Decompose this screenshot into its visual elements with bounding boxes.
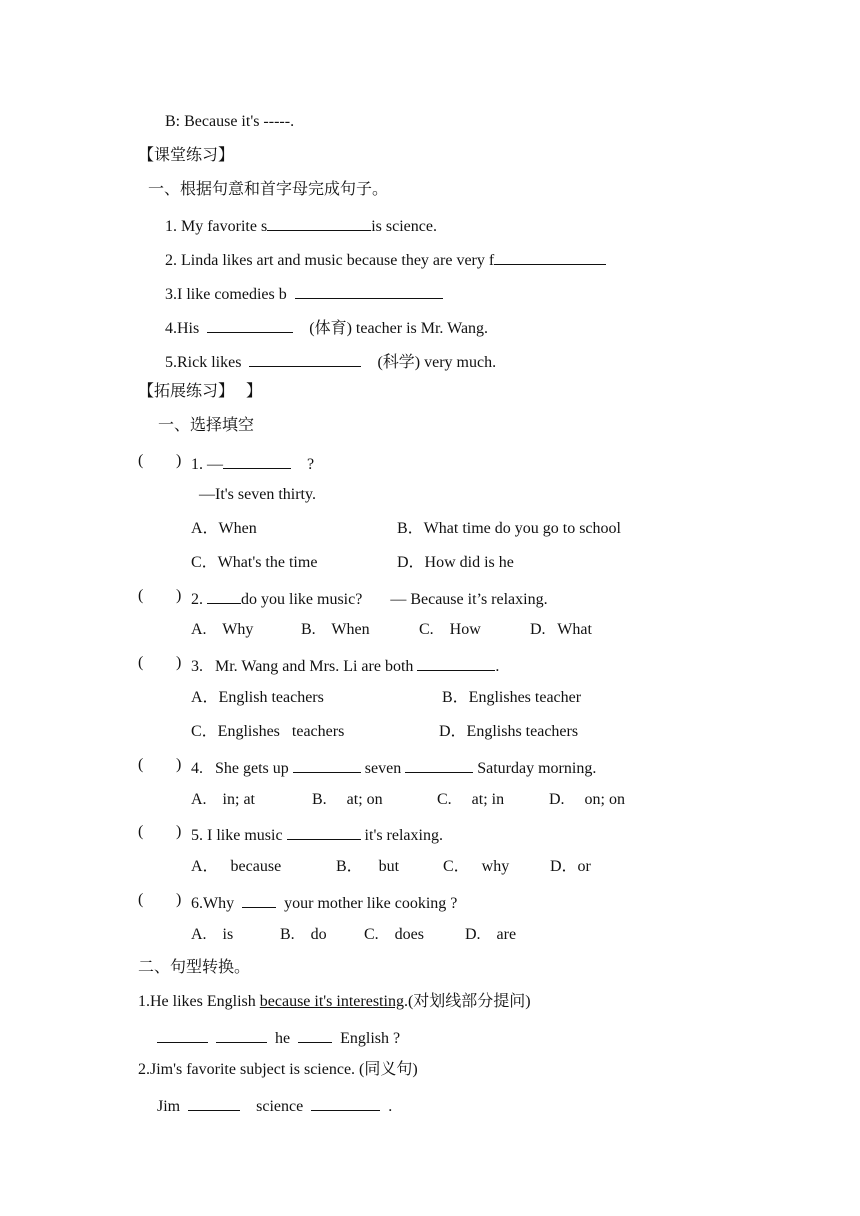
- blank[interactable]: [188, 1094, 240, 1111]
- transform-q2-answer: Jim science .: [157, 1094, 392, 1117]
- fill-q3: 3.I like comedies b: [165, 282, 443, 305]
- mc-q5-option-b: B． but: [336, 858, 400, 875]
- mc-q4: 4. She gets up seven Saturday morning.: [191, 756, 596, 779]
- mc-q6-option-b: B. do: [280, 926, 327, 943]
- mc-q5-option-a: A． because: [191, 858, 282, 875]
- mc-q1: 1. — ?: [191, 452, 314, 475]
- mc-q4-option-a: A. in; at: [191, 791, 255, 808]
- blank[interactable]: [298, 1026, 332, 1043]
- mc-q3: 3. Mr. Wang and Mrs. Li are both .: [191, 654, 499, 677]
- answer-paren-right: ): [176, 756, 182, 773]
- blank[interactable]: [242, 891, 276, 908]
- mc-q2-option-a: A. Why: [191, 621, 254, 638]
- mc-q2-option-c: C. How: [419, 621, 481, 638]
- blank[interactable]: [207, 587, 241, 604]
- mc-q1-answer: —It's seven thirty.: [199, 486, 316, 503]
- answer-paren-left: (: [138, 823, 144, 840]
- mc-q6-option-d: D. are: [465, 926, 517, 943]
- mc-q2-option-b: B. When: [301, 621, 370, 638]
- part1-title: 一、根据句意和首字母完成句子。: [148, 181, 389, 198]
- blank[interactable]: [157, 1026, 208, 1043]
- answer-paren-left: (: [138, 452, 144, 469]
- fill-q4: 4.His (体育) teacher is Mr. Wang.: [165, 316, 488, 339]
- mc-q3-option-a: A．English teachers: [191, 689, 324, 706]
- section-classroom-heading: 【课堂练习】: [138, 147, 235, 164]
- intro-line: B: Because it's -----.: [165, 113, 295, 130]
- blank[interactable]: [417, 654, 495, 671]
- mc-q3-option-c: C．Englishes teachers: [191, 723, 345, 740]
- mc-q2-option-d: D. What: [530, 621, 592, 638]
- mc-q4-option-d: D. on; on: [549, 791, 625, 808]
- fill-q1: 1. My favorite s is science.: [165, 214, 437, 237]
- blank[interactable]: [207, 316, 293, 333]
- answer-paren-right: ): [176, 891, 182, 908]
- blank[interactable]: [223, 452, 291, 469]
- mc-q4-option-b: B. at; on: [312, 791, 383, 808]
- mc-q2: 2. do you like music? — Because it’s relaxing.: [191, 587, 548, 610]
- mc-q6: 6.Why your mother like cooking ?: [191, 891, 457, 914]
- transform-q2: 2.Jim's favorite subject is science. (同义句): [138, 1061, 418, 1078]
- mc-q3-option-d: D．Englishs teachers: [439, 723, 579, 740]
- blank[interactable]: [293, 756, 361, 773]
- mc-q4-option-c: C. at; in: [437, 791, 505, 808]
- mc-q1-option-a: A．When: [191, 520, 257, 537]
- mc-q5-option-d: D．or: [550, 858, 591, 875]
- answer-paren-right: ): [176, 823, 182, 840]
- blank[interactable]: [494, 248, 606, 265]
- transform-q1: 1.He likes English because it's interesting.(对划线部分提问): [138, 993, 531, 1010]
- answer-paren-left: (: [138, 756, 144, 773]
- answer-paren-left: (: [138, 654, 144, 671]
- blank[interactable]: [287, 823, 361, 840]
- section-extend-heading: 【拓展练习】 】: [138, 383, 263, 400]
- fill-q5: 5.Rick likes (科学) very much.: [165, 350, 496, 373]
- answer-paren-right: ): [176, 587, 182, 604]
- mc-title: 一、选择填空: [158, 417, 255, 434]
- answer-paren-left: (: [138, 891, 144, 908]
- answer-paren-left: (: [138, 587, 144, 604]
- blank[interactable]: [295, 282, 443, 299]
- blank[interactable]: [267, 214, 371, 231]
- mc-q3-option-b: B．Englishes teacher: [442, 689, 582, 706]
- transform-title: 二、句型转换。: [138, 959, 251, 976]
- blank[interactable]: [405, 756, 473, 773]
- underlined-phrase: because it's interesting: [259, 993, 404, 1010]
- mc-q1-option-c: C．What's the time: [191, 554, 318, 571]
- blank[interactable]: [216, 1026, 267, 1043]
- mc-q1-option-d: D．How did is he: [397, 554, 514, 571]
- fill-q2: 2. Linda likes art and music because they are very f: [165, 248, 606, 271]
- mc-q6-option-a: A. is: [191, 926, 234, 943]
- answer-paren-right: ): [176, 452, 182, 469]
- mc-q1-option-b: B．What time do you go to school: [397, 520, 621, 537]
- blank[interactable]: [249, 350, 361, 367]
- mc-q5: 5. I like music it's relaxing.: [191, 823, 443, 846]
- blank[interactable]: [311, 1094, 380, 1111]
- mc-q5-option-c: C． why: [443, 858, 510, 875]
- answer-paren-right: ): [176, 654, 182, 671]
- mc-q6-option-c: C. does: [364, 926, 424, 943]
- transform-q1-answer: he English ?: [157, 1026, 400, 1049]
